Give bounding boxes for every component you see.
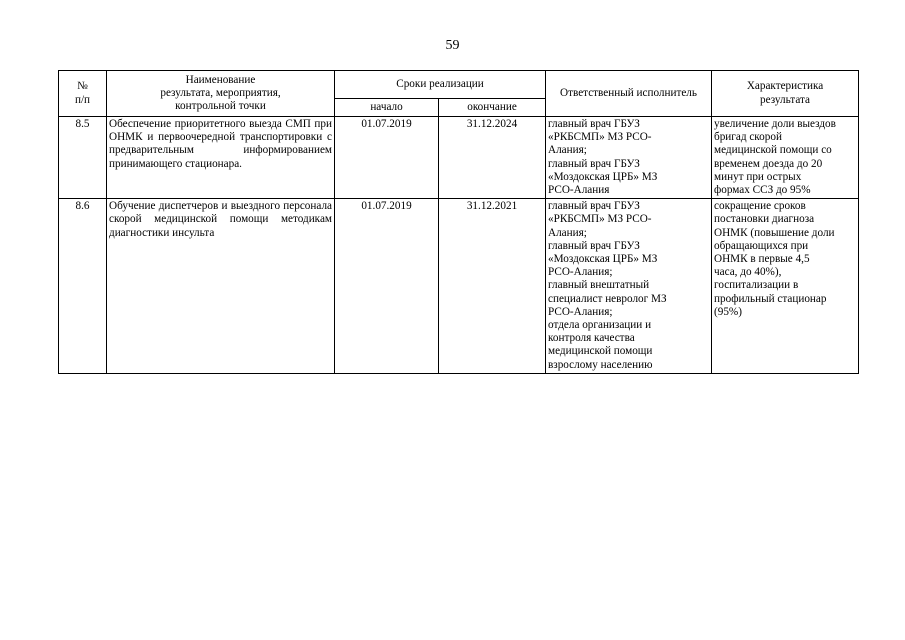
characteristic-line: госпитализации в [714, 279, 799, 292]
header-num [59, 71, 107, 117]
responsible-line: отдела организации и [548, 319, 652, 332]
row-responsible [546, 117, 712, 199]
row-num: 8.5 [59, 117, 107, 199]
characteristic-line: временем доезда до 20 [714, 157, 823, 170]
characteristic-line: ОНМК (повышение доли [714, 226, 835, 239]
characteristic-line: увеличение доли выездов [714, 118, 836, 130]
row-characteristic [712, 117, 859, 199]
row-name: Обучение диспетчеров и выездного персонала скорой медицинской помощи методикам диагностики инсульта [107, 199, 335, 374]
responsible-line: контроля качества [548, 332, 635, 345]
header-num-line: № [77, 80, 88, 93]
responsible-line: «РКБСМП» МЗ РСО- [548, 131, 652, 144]
characteristic-line: профильный стационар [714, 292, 827, 305]
row-end-date: 31.12.2021 [439, 199, 546, 374]
responsible-line: «Моздокская ЦРБ» МЗ [548, 170, 658, 183]
characteristic-line: постановки диагноза [714, 213, 815, 226]
row-name: Обеспечение приоритетного выезда СМП при ОНМК и первоочередной транспортировки с предварительным информированием принимающего стационара. [107, 117, 335, 199]
responsible-line: главный врач ГБУЗ [548, 239, 640, 252]
header-name-line: контрольной точки [175, 100, 266, 113]
responsible-line: «Моздокская ЦРБ» МЗ [548, 253, 658, 266]
header-end: окончание [439, 99, 546, 117]
characteristic-line: медицинской помощи со [714, 144, 832, 157]
responsible-line: медицинской помощи [548, 345, 653, 358]
row-start-date: 01.07.2019 [335, 199, 439, 374]
characteristic-line: (95%) [714, 305, 742, 318]
row-end-date: 31.12.2024 [439, 117, 546, 199]
header-characteristic-line: Характеристика [746, 80, 824, 93]
characteristic-line: часа, до 40%), [714, 266, 782, 279]
responsible-line: взрослому населению [548, 358, 653, 371]
responsible-line: специалист невролог МЗ [548, 292, 667, 305]
header-responsible: Ответственный исполнитель [546, 71, 712, 117]
table-row [59, 199, 859, 374]
characteristic-line: бригад скорой [714, 131, 782, 144]
plan-table [58, 70, 859, 374]
header-timing: Сроки реализации [335, 71, 546, 99]
header-characteristic-line: результата [760, 93, 810, 106]
responsible-line: главный врач ГБУЗ [548, 118, 640, 130]
characteristic-line: обращающихся при [714, 239, 809, 252]
responsible-line: РСО-Алания; [548, 266, 613, 279]
responsible-line: РСО-Алания; [548, 305, 613, 318]
responsible-line: Алания; [548, 144, 587, 157]
header-name-line: результата, мероприятия, [160, 86, 281, 99]
characteristic-line: сокращение сроков [714, 200, 806, 213]
row-characteristic [712, 199, 859, 374]
header-characteristic [712, 71, 859, 117]
table-row [59, 117, 859, 199]
row-responsible [546, 199, 712, 374]
row-start-date: 01.07.2019 [335, 117, 439, 199]
responsible-line: РСО-Алания [548, 184, 610, 197]
responsible-line: «РКБСМП» МЗ РСО- [548, 213, 652, 226]
header-name-line: Наименование [185, 73, 256, 86]
responsible-line: главный врач ГБУЗ [548, 200, 640, 213]
characteristic-line: формах ССЗ до 95% [714, 184, 811, 197]
header-num-line: п/п [74, 93, 91, 106]
characteristic-line: минут при острых [714, 170, 802, 183]
characteristic-line: ОНМК в первые 4,5 [714, 253, 810, 266]
responsible-line: главный внештатный [548, 279, 650, 292]
page-number: 59 [445, 38, 460, 53]
responsible-line: главный врач ГБУЗ [548, 157, 640, 170]
row-num: 8.6 [59, 199, 107, 374]
responsible-line: Алания; [548, 226, 587, 239]
header-name [107, 71, 335, 117]
header-row [59, 71, 859, 99]
header-start: начало [335, 99, 439, 117]
